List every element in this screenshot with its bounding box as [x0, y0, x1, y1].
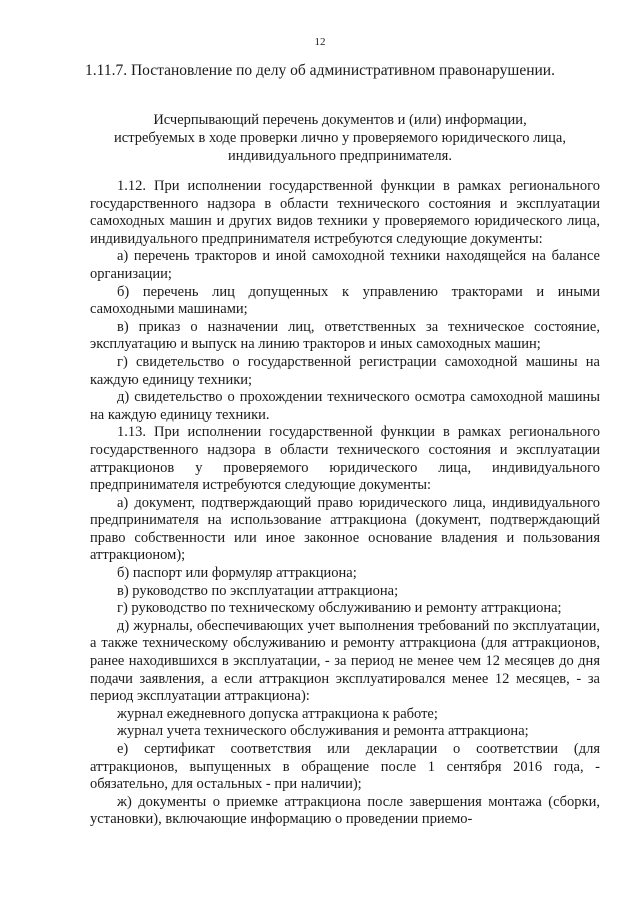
list-item-a-right-document: а) документ, подтверждающий право юридического лица, индивидуального предпринимателя на использование аттракциона (документ, подтверждающий право собственности или иное законное основание владения и пользования аттракционом); — [90, 494, 600, 564]
journal-maintenance: журнал учета технического обслуживания и ремонта аттракциона; — [117, 723, 529, 740]
list-item-v-manual: в) руководство по эксплуатации аттракциона; — [117, 582, 399, 599]
paragraph-1-12: 1.12. При исполнении государственной функции в рамках регионального государственного надзора в области технического состояния и эксплуатации самоходных машин и других видов техники у проверяемого юридического лица, индивидуального предпринимателя истребуются следующие документы: — [90, 178, 600, 247]
section-title-line-2: истребуемых в ходе проверки лично у проверяемого юридического лица, — [114, 130, 566, 146]
doc-heading: 1.11.7. Постановление по делу об административном правонарушении. — [85, 62, 555, 79]
body-text — [90, 178, 600, 829]
list-item-v-order: в) приказ о назначении лиц, ответственных за техническое состояние, эксплуатацию и выпуск на линию тракторов и иных самоходных машин; — [90, 318, 600, 353]
list-item-d-journals: д) журналы, обеспечивающих учет выполнения требований по эксплуатации, а также техническому обслуживанию и ремонту аттракциона (для аттракционов, ранее находившихся в эксплуатации, - за период не менее чем 12 месяцев до дня подачи заявления, а если аттракцион эксплуатировался менее 12 месяцев, - за период эксплуатации аттракциона): — [90, 617, 600, 705]
list-item-g-maintenance-manual: г) руководство по техническому обслуживанию и ремонту аттракциона; — [117, 600, 562, 617]
section-title — [90, 111, 590, 165]
section-title-line-3: индивидуального предпринимателя. — [228, 148, 452, 164]
list-item-b-passport: б) паспорт или формуляр аттракциона; — [117, 565, 357, 582]
list-item-zh-acceptance: ж) документы о приемке аттракциона после завершения монтажа (сборки, установки), включающие информацию о проведении приемо- — [90, 793, 600, 828]
list-item-b-operators: б) перечень лиц допущенных к управлению тракторами и иными самоходными машинами; — [90, 283, 600, 318]
list-item-a-tractors: а) перечень тракторов и иной самоходной техники находящейся на балансе организации; — [90, 248, 600, 282]
section-title-line-1: Исчерпывающий перечень документов и (или) информации, — [153, 112, 527, 128]
list-item-d-inspection: д) свидетельство о прохождении технического осмотра самоходной машины на каждую единицу техники. — [90, 389, 600, 423]
page-number: 12 — [314, 36, 326, 48]
list-item-e-certificate: е) сертификат соответствия или декларации о соответствии (для аттракционов, выпущенных в обращение после 1 сентября 2016 года, - обязательно, для остальных - при наличии); — [90, 741, 600, 793]
journal-daily-admission: журнал ежедневного допуска аттракциона к работе; — [117, 705, 438, 722]
paragraph-1-13: 1.13. При исполнении государственной функции в рамках регионального государственного надзора в области технического состояния и эксплуатации аттракционов у проверяемого юридического лица, индивидуального предпринимателя истребуются следующие документы: — [90, 424, 600, 494]
list-item-g-registration: г) свидетельство о государственной регистрации самоходной машины на каждую единицу техники; — [90, 353, 600, 388]
